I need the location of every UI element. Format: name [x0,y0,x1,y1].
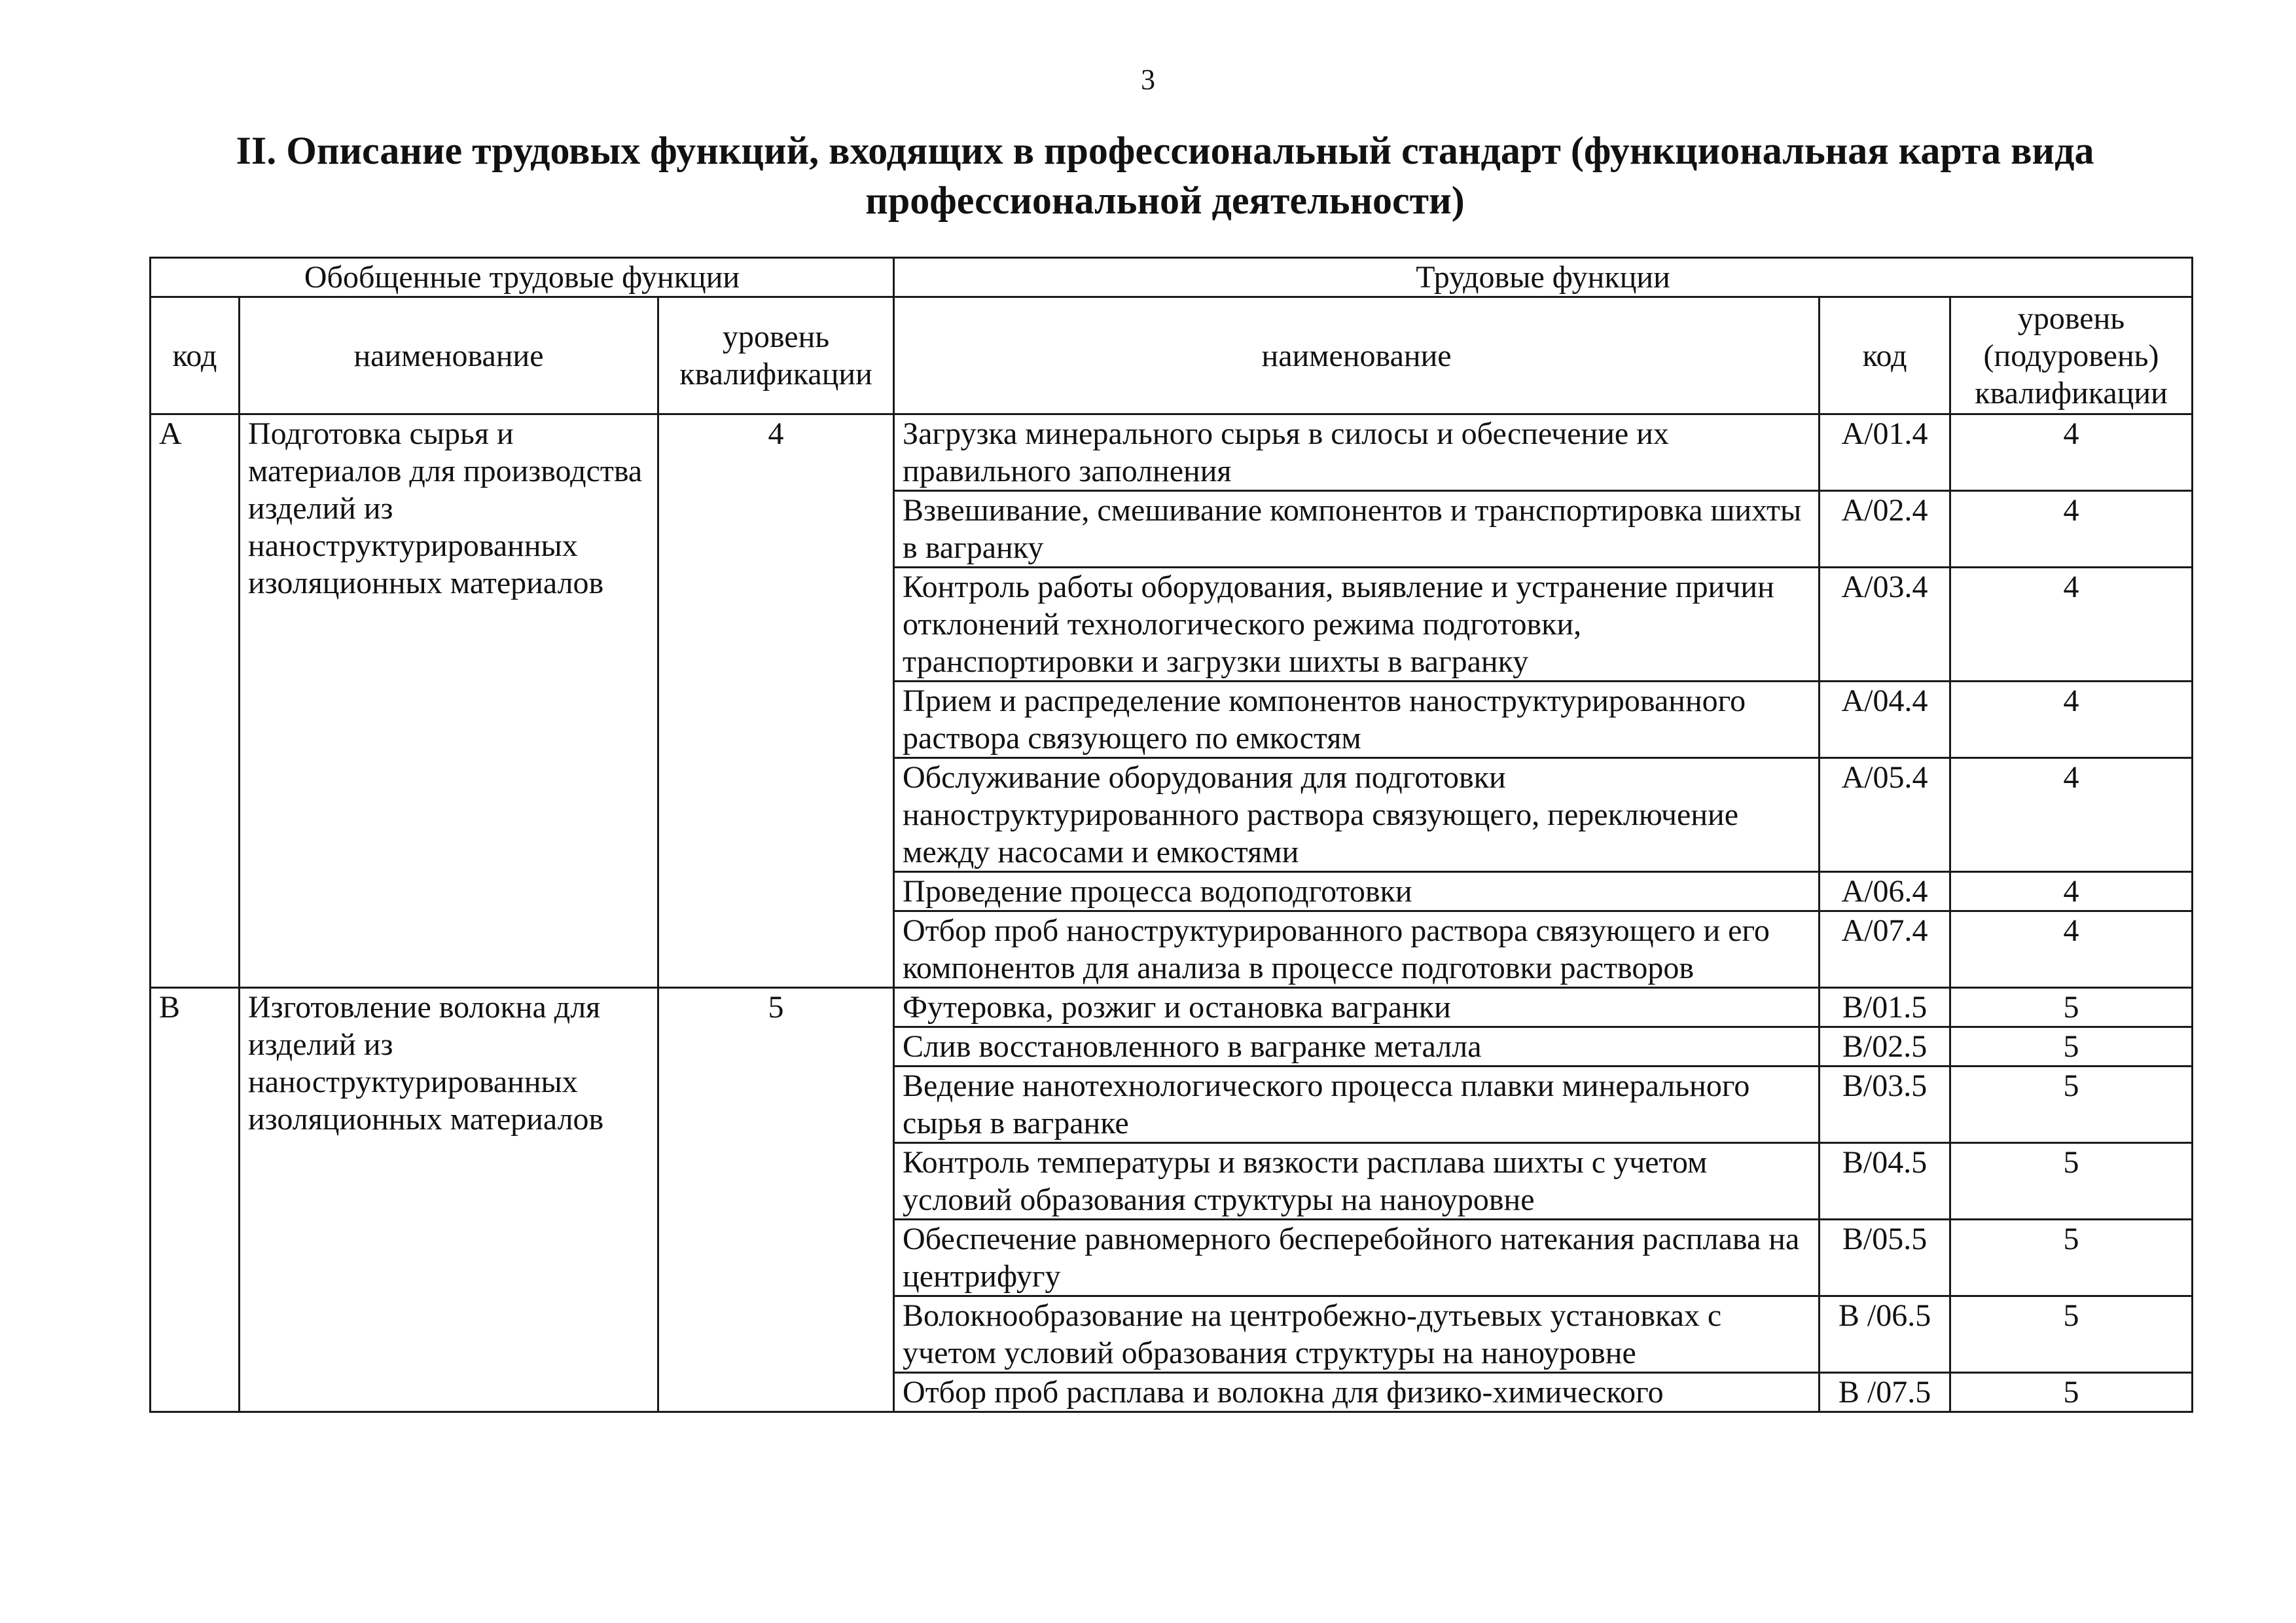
labor-function-name: Взвешивание, смешивание компонентов и транспортировка шихты в вагранку [894,491,1820,568]
labor-function-code: A/06.4 [1820,872,1950,911]
header-gen-level: уровень квалификации [658,297,894,414]
labor-function-name: Отбор проб расплава и волокна для физико-химического [894,1373,1820,1412]
labor-function-level: 4 [1950,491,2193,568]
labor-function-name: Прием и распределение компонентов наноструктурированного раствора связующего по емкостям [894,682,1820,758]
gen-function-level: 4 [658,414,894,988]
labor-function-level: 5 [1950,1027,2193,1067]
page-number: 3 [1141,64,1155,96]
labor-function-level: 4 [1950,872,2193,911]
header-gen-code: код [151,297,240,414]
labor-function-code: B/02.5 [1820,1027,1950,1067]
labor-function-level: 4 [1950,682,2193,758]
labor-function-code: A/07.4 [1820,911,1950,988]
labor-function-code: B /07.5 [1820,1373,1950,1412]
header-gen-name: наименование [240,297,658,414]
gen-function-name: Подготовка сырья и материалов для производства изделий из наноструктурированных изоляционных материалов [240,414,658,988]
gen-function-level: 5 [658,988,894,1412]
header-tf-level: уровень (подуровень) квалификации [1950,297,2193,414]
labor-function-code: A/03.4 [1820,568,1950,682]
labor-function-code: A/04.4 [1820,682,1950,758]
gen-function-name: Изготовление волокна для изделий из наноструктурированных изоляционных материалов [240,988,658,1412]
section-title-line-2: профессиональной деятельности) [865,179,1465,222]
labor-function-code: B/03.5 [1820,1067,1950,1143]
labor-function-name: Контроль температуры и вязкости расплава шихты с учетом условий образования структуры на наноуровне [894,1143,1820,1220]
labor-function-name: Ведение нанотехнологического процесса плавки минерального сырья в вагранке [894,1067,1820,1143]
labor-function-code: B/01.5 [1820,988,1950,1027]
labor-function-name: Слив восстановленного в вагранке металла [894,1027,1820,1067]
labor-function-code: A/05.4 [1820,758,1950,872]
labor-function-level: 4 [1950,414,2193,491]
table-group-header-row [151,258,2193,297]
gen-function-code: A [151,414,240,988]
section-title-line-1: II. Описание трудовых функций, входящих в профессиональный стандарт (функциональная карта вида [236,129,2094,172]
labor-function-code: B/04.5 [1820,1143,1950,1220]
labor-function-name: Отбор проб наноструктурированного раствора связующего и его компонентов для анализа в процессе подготовки растворов [894,911,1820,988]
labor-function-level: 5 [1950,988,2193,1027]
labor-function-level: 4 [1950,758,2193,872]
labor-function-level: 4 [1950,911,2193,988]
table-row [151,988,2193,1027]
labor-function-name: Волокнообразование на центробежно-дутьевых установках с учетом условий образования структуры на наноуровне [894,1296,1820,1373]
header-tf-code: код [1820,297,1950,414]
labor-function-name: Обеспечение равномерного бесперебойного натекания расплава на центрифугу [894,1220,1820,1296]
labor-function-code: A/02.4 [1820,491,1950,568]
labor-function-level: 4 [1950,568,2193,682]
section-title [216,126,2114,225]
header-tf-name: наименование [894,297,1820,414]
labor-function-code: A/01.4 [1820,414,1950,491]
table-column-header-row [151,297,2193,414]
labor-function-level: 5 [1950,1373,2193,1412]
functional-map-table [149,257,2193,1413]
labor-function-name: Футеровка, розжиг и остановка вагранки [894,988,1820,1027]
labor-function-code: B /06.5 [1820,1296,1950,1373]
labor-function-code: B/05.5 [1820,1220,1950,1296]
header-generalized-functions: Обобщенные трудовые функции [151,258,894,297]
gen-function-code: B [151,988,240,1412]
labor-function-level: 5 [1950,1143,2193,1220]
labor-function-level: 5 [1950,1296,2193,1373]
labor-function-level: 5 [1950,1220,2193,1296]
labor-function-name: Обслуживание оборудования для подготовки наноструктурированного раствора связующего, переключение между насосами и емкостями [894,758,1820,872]
header-labor-functions: Трудовые функции [894,258,2193,297]
labor-function-name: Загрузка минерального сырья в силосы и обеспечение их правильного заполнения [894,414,1820,491]
labor-function-name: Контроль работы оборудования, выявление и устранение причин отклонений технологического режима подготовки, транспортировки и загрузки шихты в вагранку [894,568,1820,682]
labor-function-name: Проведение процесса водоподготовки [894,872,1820,911]
labor-function-level: 5 [1950,1067,2193,1143]
table-row [151,414,2193,491]
